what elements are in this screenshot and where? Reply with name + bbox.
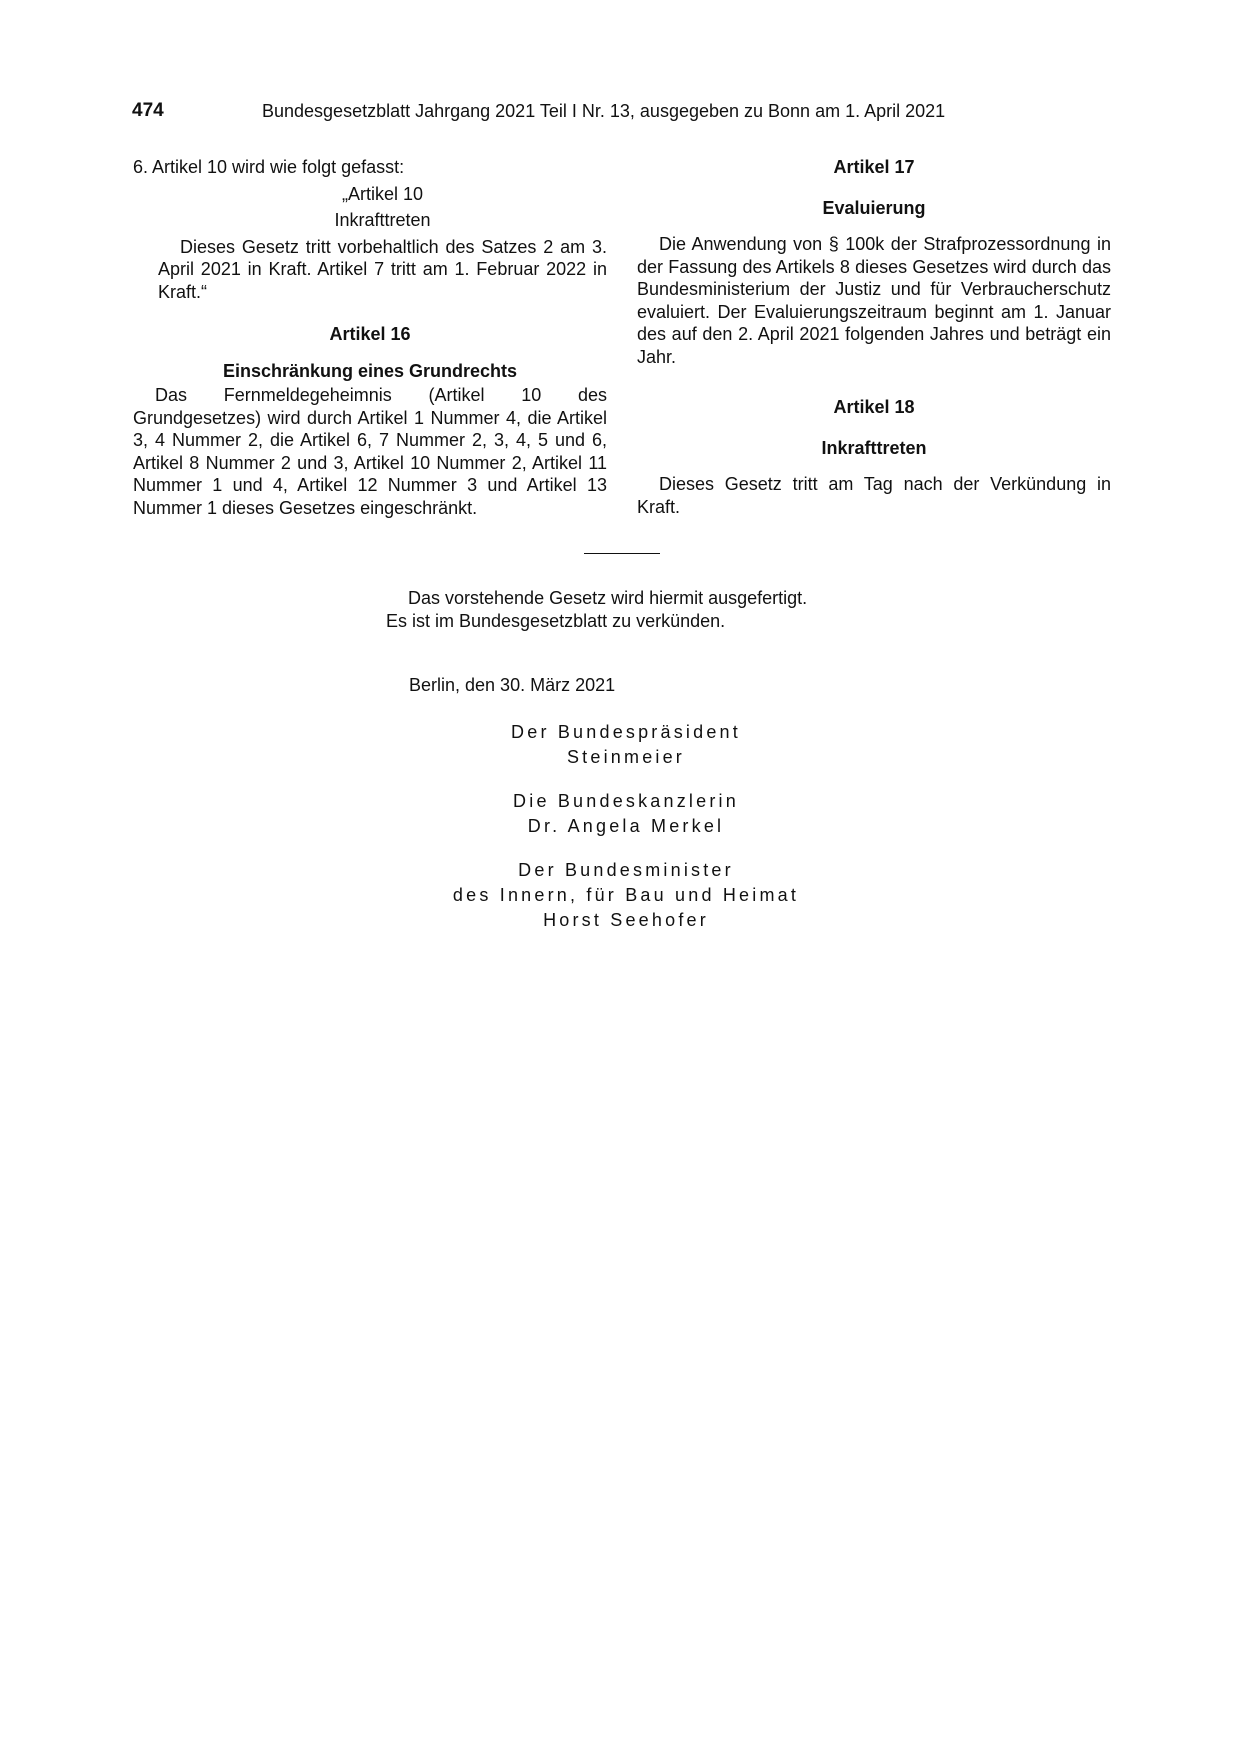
- article-16-title: Artikel 16: [329, 324, 411, 344]
- signatory-role: Die Bundeskanzlerin: [513, 791, 739, 811]
- signatory-name: Steinmeier: [566, 747, 686, 767]
- section-divider: [584, 553, 660, 554]
- quoted-article-title: „Artikel 10: [341, 183, 424, 204]
- left-column: [133, 156, 607, 519]
- signatory-role: Der Bundesminister: [518, 860, 734, 880]
- quoted-article-heading: Inkrafttreten: [334, 210, 431, 230]
- quoted-article-text: Dieses Gesetz tritt vorbehaltlich des Satzes 2 am 3. April 2021 in Kraft. Artikel 7 tritt am 1. Februar 2022 in Kraft.“: [158, 236, 607, 302]
- signatories: [386, 720, 866, 952]
- signatory-minister: [386, 858, 866, 933]
- article-18-text: Dieses Gesetz tritt am Tag nach der Verkündung in Kraft.: [637, 474, 1111, 517]
- place-date: Berlin, den 30. März 2021: [409, 675, 616, 695]
- right-column: [637, 156, 1111, 518]
- article-16-text: Das Fernmeldegeheimnis (Artikel 10 des Grundgesetzes) wird durch Artikel 1 Nummer 4, die Artikel 3, 4 Nummer 2, die Artikel 6, 7 Nummer 2, 3, 4, 5 und 6, Artikel 8 Nummer 2 und 3, Artikel 10 Nummer 2, Artikel 11 Nummer 1 und 4, Artikel 12 Nummer 3 und Artikel 13 Nummer 1 dieses Gesetzes eingeschränkt.: [133, 385, 607, 518]
- signatory-role-line-2: des Innern, für Bau und Heimat: [452, 885, 800, 905]
- article-17-text: Die Anwendung von § 100k der Strafprozessordnung in der Fassung des Artikels 8 dieses Gesetzes wird durch das Bundesministerium der Justiz und für Verbraucherschutz evaluiert. Der Evaluierungszeitraum beginnt am 1. Januar des auf den 2. April 2021 folgenden Jahres und beträgt ein Jahr.: [637, 234, 1111, 367]
- signatory-chancellor: [386, 789, 866, 839]
- running-head: Bundesgesetzblatt Jahrgang 2021 Teil I Nr. 13, ausgegeben zu Bonn am 1. April 2021: [262, 101, 946, 121]
- article-18-title: Artikel 18: [833, 397, 915, 417]
- article-16-heading: Einschränkung eines Grundrechts: [222, 360, 518, 381]
- item-6-intro: 6. Artikel 10 wird wie folgt gefasst:: [133, 157, 405, 177]
- article-17-heading: Evaluierung: [822, 197, 926, 218]
- signatory-president: [386, 720, 866, 770]
- article-18-heading: Inkrafttreten: [821, 437, 927, 458]
- promulgation-clause: [386, 587, 866, 633]
- promulgation-line-1: Das vorstehende Gesetz wird hiermit ausgefertigt.: [408, 588, 808, 608]
- signatory-name: Dr. Angela Merkel: [527, 816, 725, 836]
- article-17-title: Artikel 17: [833, 157, 915, 177]
- signatory-role: Der Bundespräsident: [511, 722, 741, 742]
- quoted-article-10: [158, 183, 607, 304]
- promulgation-line-2: Es ist im Bundesgesetzblatt zu verkünden.: [386, 611, 726, 631]
- page-number: 474: [132, 100, 164, 121]
- signatory-name: Horst Seehofer: [543, 910, 709, 930]
